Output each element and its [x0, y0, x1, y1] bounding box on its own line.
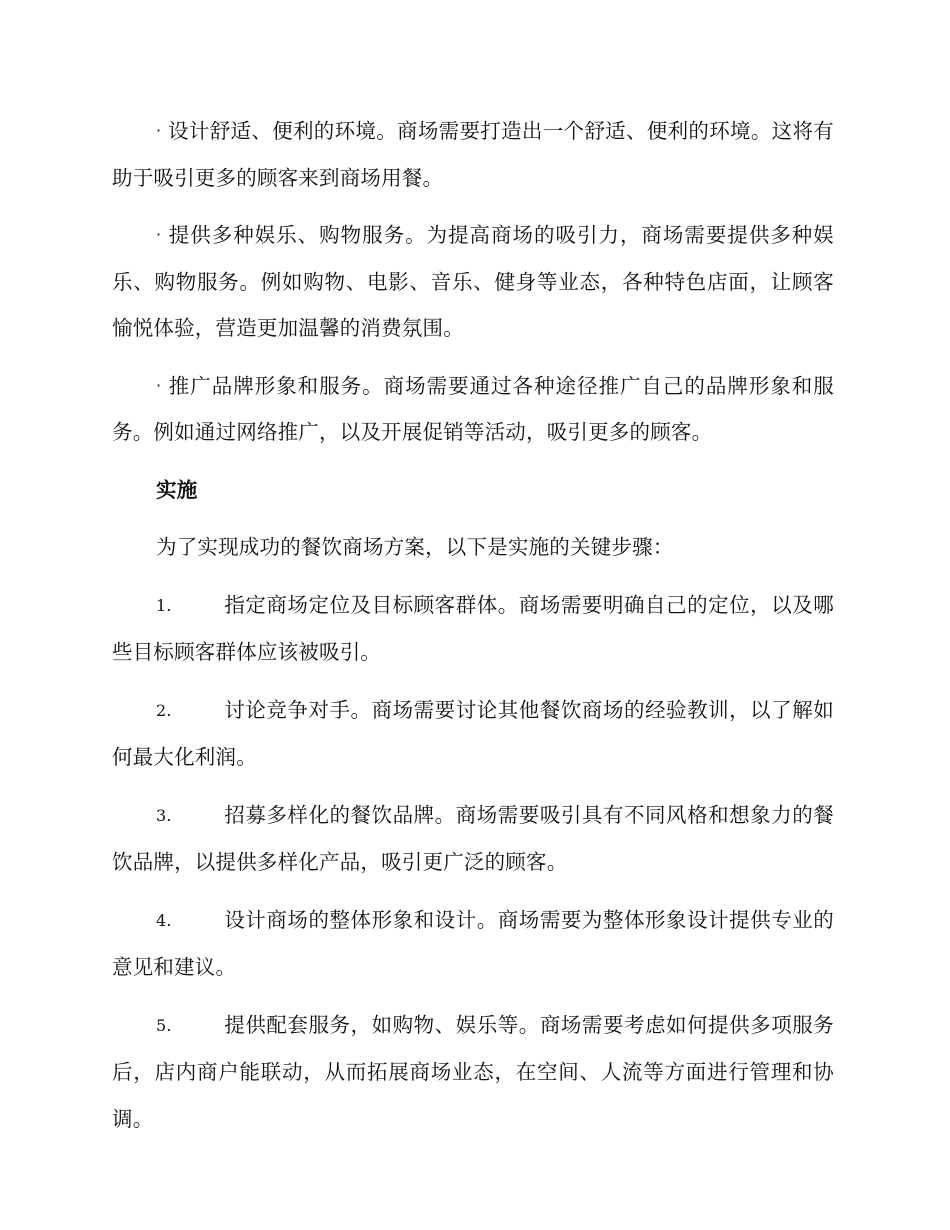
bullet-marker: · — [156, 375, 162, 395]
step-item-4 — [112, 897, 834, 991]
step-text: 招募多样化的餐饮品牌。商场需要吸引具有不同风格和想象力的餐饮品牌，以提供多样化产品，吸引更广泛的顾客。 — [112, 802, 834, 874]
step-number: 2. — [156, 700, 172, 720]
step-number: 5. — [156, 1015, 172, 1035]
step-item-2 — [112, 687, 834, 781]
bullet-marker: · — [156, 225, 162, 244]
step-text: 讨论竞争对手。商场需要讨论其他餐饮商场的经验教训，以了解如何最大化利润。 — [112, 697, 834, 769]
step-number: 1. — [156, 595, 172, 615]
step-item-5 — [112, 1002, 834, 1143]
step-number: 4. — [156, 910, 172, 930]
bullet-text: 推广品牌形象和服务。商场需要通过各种途径推广自己的品牌形象和服务。例如通过网络推广，以及开展促销等活动，吸引更多的顾客。 — [112, 373, 834, 444]
document-body — [112, 108, 834, 1153]
bullet-paragraph-branding — [112, 363, 834, 456]
section-intro: 为了实现成功的餐饮商场方案，以下是实施的关键步骤： — [156, 535, 674, 559]
step-item-3 — [112, 792, 834, 886]
bullet-paragraph-services — [112, 212, 834, 352]
bullet-text: 提供多种娱乐、购物服务。为提高商场的吸引力，商场需要提供多种娱乐、购物服务。例如购物、电影、音乐、健身等业态，各种特色店面，让顾客愉悦体验，营造更加温馨的消费氛围。 — [112, 223, 834, 340]
step-number: 3. — [156, 805, 172, 825]
section-heading: 实施 — [156, 477, 198, 502]
bullet-marker: · — [156, 121, 162, 140]
bullet-text: 设计舒适、便利的环境。商场需要打造出一个舒适、便利的环境。这将有助于吸引更多的顾客来到商场用餐。 — [112, 119, 834, 190]
step-item-1 — [112, 582, 834, 676]
bullet-paragraph-comfort — [112, 108, 834, 201]
step-text: 指定商场定位及目标顾客群体。商场需要明确自己的定位，以及哪些目标顾客群体应该被吸引。 — [112, 592, 834, 664]
step-text: 设计商场的整体形象和设计。商场需要为整体形象设计提供专业的意见和建议。 — [112, 907, 834, 979]
step-text: 提供配套服务，如购物、娱乐等。商场需要考虑如何提供多项服务后，店内商户能联动，从而拓展商场业态，在空间、人流等方面进行管理和协调。 — [112, 1012, 834, 1131]
